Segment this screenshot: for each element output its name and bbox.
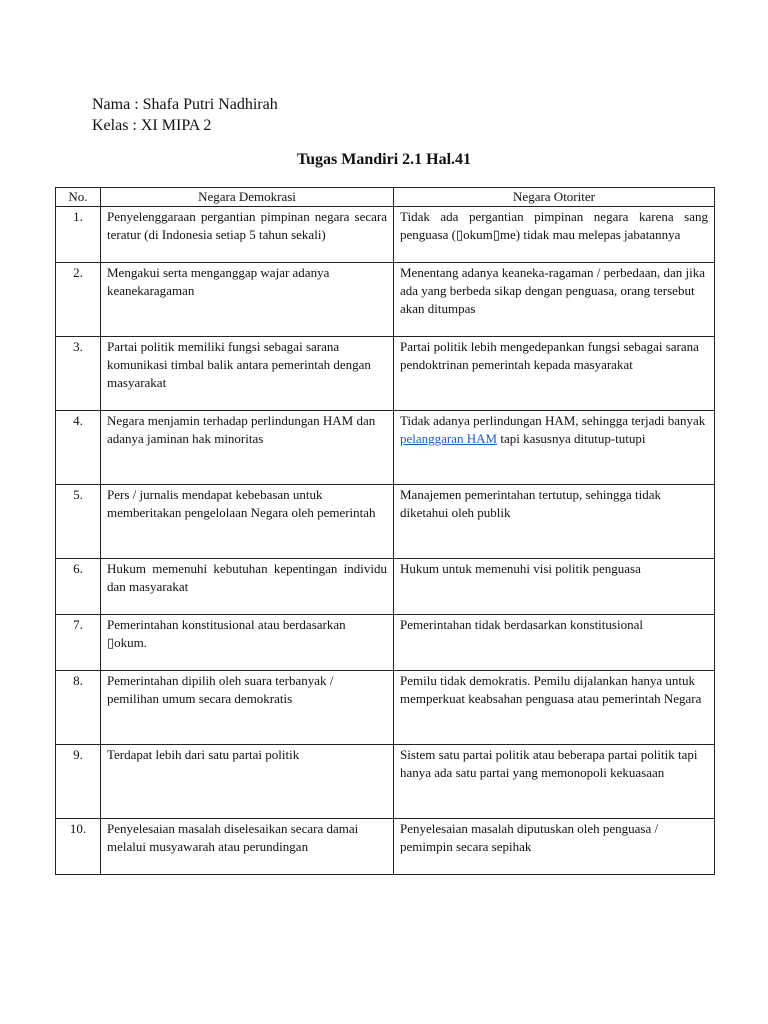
demokrasi-cell: Pemerintahan dipilih oleh suara terbanyak / pemilihan umum secara demokratis [101, 671, 394, 745]
table-row [56, 411, 715, 485]
otoriter-text-after: tapi kasusnya ditutup-tutupi [497, 431, 646, 446]
student-info [92, 94, 278, 136]
otoriter-cell: Pemerintahan tidak berdasarkan konstitusional [394, 615, 715, 671]
demokrasi-cell: Hukum memenuhi kebutuhan kepentingan individu dan masyarakat [101, 559, 394, 615]
row-number: 6. [56, 559, 101, 615]
table-header-row [56, 188, 715, 207]
table-row [56, 615, 715, 671]
comparison-table [55, 187, 715, 875]
column-header-no: No. [56, 188, 101, 207]
table-row [56, 671, 715, 745]
table-row [56, 207, 715, 263]
row-number: 5. [56, 485, 101, 559]
row-number: 10. [56, 819, 101, 875]
otoriter-cell: Hukum untuk memenuhi visi politik penguasa [394, 559, 715, 615]
student-name: Nama : Shafa Putri Nadhirah [92, 96, 278, 113]
demokrasi-cell: Terdapat lebih dari satu partai politik [101, 745, 394, 819]
table-row [56, 819, 715, 875]
row-number: 1. [56, 207, 101, 263]
table-row [56, 559, 715, 615]
demokrasi-cell: Partai politik memiliki fungsi sebagai sarana komunikasi timbal balik antara pemerintah dengan masyarakat [101, 337, 394, 411]
otoriter-text-before: Tidak adanya perlindungan HAM, sehingga terjadi banyak [400, 413, 706, 428]
table-row [56, 745, 715, 819]
otoriter-cell: Pemilu tidak demokratis. Pemilu dijalankan hanya untuk memperkuat keabsahan penguasa atau pemerintah Negara [394, 671, 715, 745]
column-header-demokrasi: Negara Demokrasi [101, 188, 394, 207]
otoriter-cell: Partai politik lebih mengedepankan fungsi sebagai sarana pendoktrinan pemerintah kepada masyarakat [394, 337, 715, 411]
demokrasi-cell: Penyelesaian masalah diselesaikan secara damai melalui musyawarah atau perundingan [101, 819, 394, 875]
row-number: 3. [56, 337, 101, 411]
row-number: 4. [56, 411, 101, 485]
otoriter-cell [394, 411, 715, 485]
column-header-otoriter: Negara Otoriter [394, 188, 715, 207]
otoriter-cell: Penyelesaian masalah diputuskan oleh penguasa / pemimpin secara sepihak [394, 819, 715, 875]
row-number: 8. [56, 671, 101, 745]
demokrasi-cell: Negara menjamin terhadap perlindungan HAM dan adanya jaminan hak minoritas [101, 411, 394, 485]
table-row [56, 337, 715, 411]
demokrasi-cell: Mengakui serta menganggap wajar adanya keanekaragaman [101, 263, 394, 337]
otoriter-cell: Sistem satu partai politik atau beberapa partai politik tapi hanya ada satu partai yang memonopoli kekuasaan [394, 745, 715, 819]
pelanggaran-ham-link[interactable]: pelanggaran HAM [400, 431, 498, 446]
table-row [56, 263, 715, 337]
student-class: Kelas : XI MIPA 2 [92, 117, 212, 134]
row-number: 7. [56, 615, 101, 671]
otoriter-cell: Manajemen pemerintahan tertutup, sehingga tidak diketahui oleh publik [394, 485, 715, 559]
table-row [56, 485, 715, 559]
row-number: 2. [56, 263, 101, 337]
page-title: Tugas Mandiri 2.1 Hal.41 [296, 151, 472, 168]
demokrasi-cell: Penyelenggaraan pergantian pimpinan negara secara teratur (di Indonesia setiap 5 tahun sekali) [101, 207, 394, 263]
demokrasi-cell: Pers / jurnalis mendapat kebebasan untuk memberitakan pengelolaan Negara oleh pemerintah [101, 485, 394, 559]
row-number: 9. [56, 745, 101, 819]
otoriter-cell: Menentang adanya keaneka-ragaman / perbedaan, dan jika ada yang berbeda sikap dengan penguasa, orang tersebut akan ditumpas [394, 263, 715, 337]
demokrasi-cell: Pemerintahan konstitusional atau berdasarkan ▯okum. [101, 615, 394, 671]
otoriter-cell: Tidak ada pergantian pimpinan negara karena sang penguasa (▯okum▯me) tidak mau melepas jabatannya [394, 207, 715, 263]
